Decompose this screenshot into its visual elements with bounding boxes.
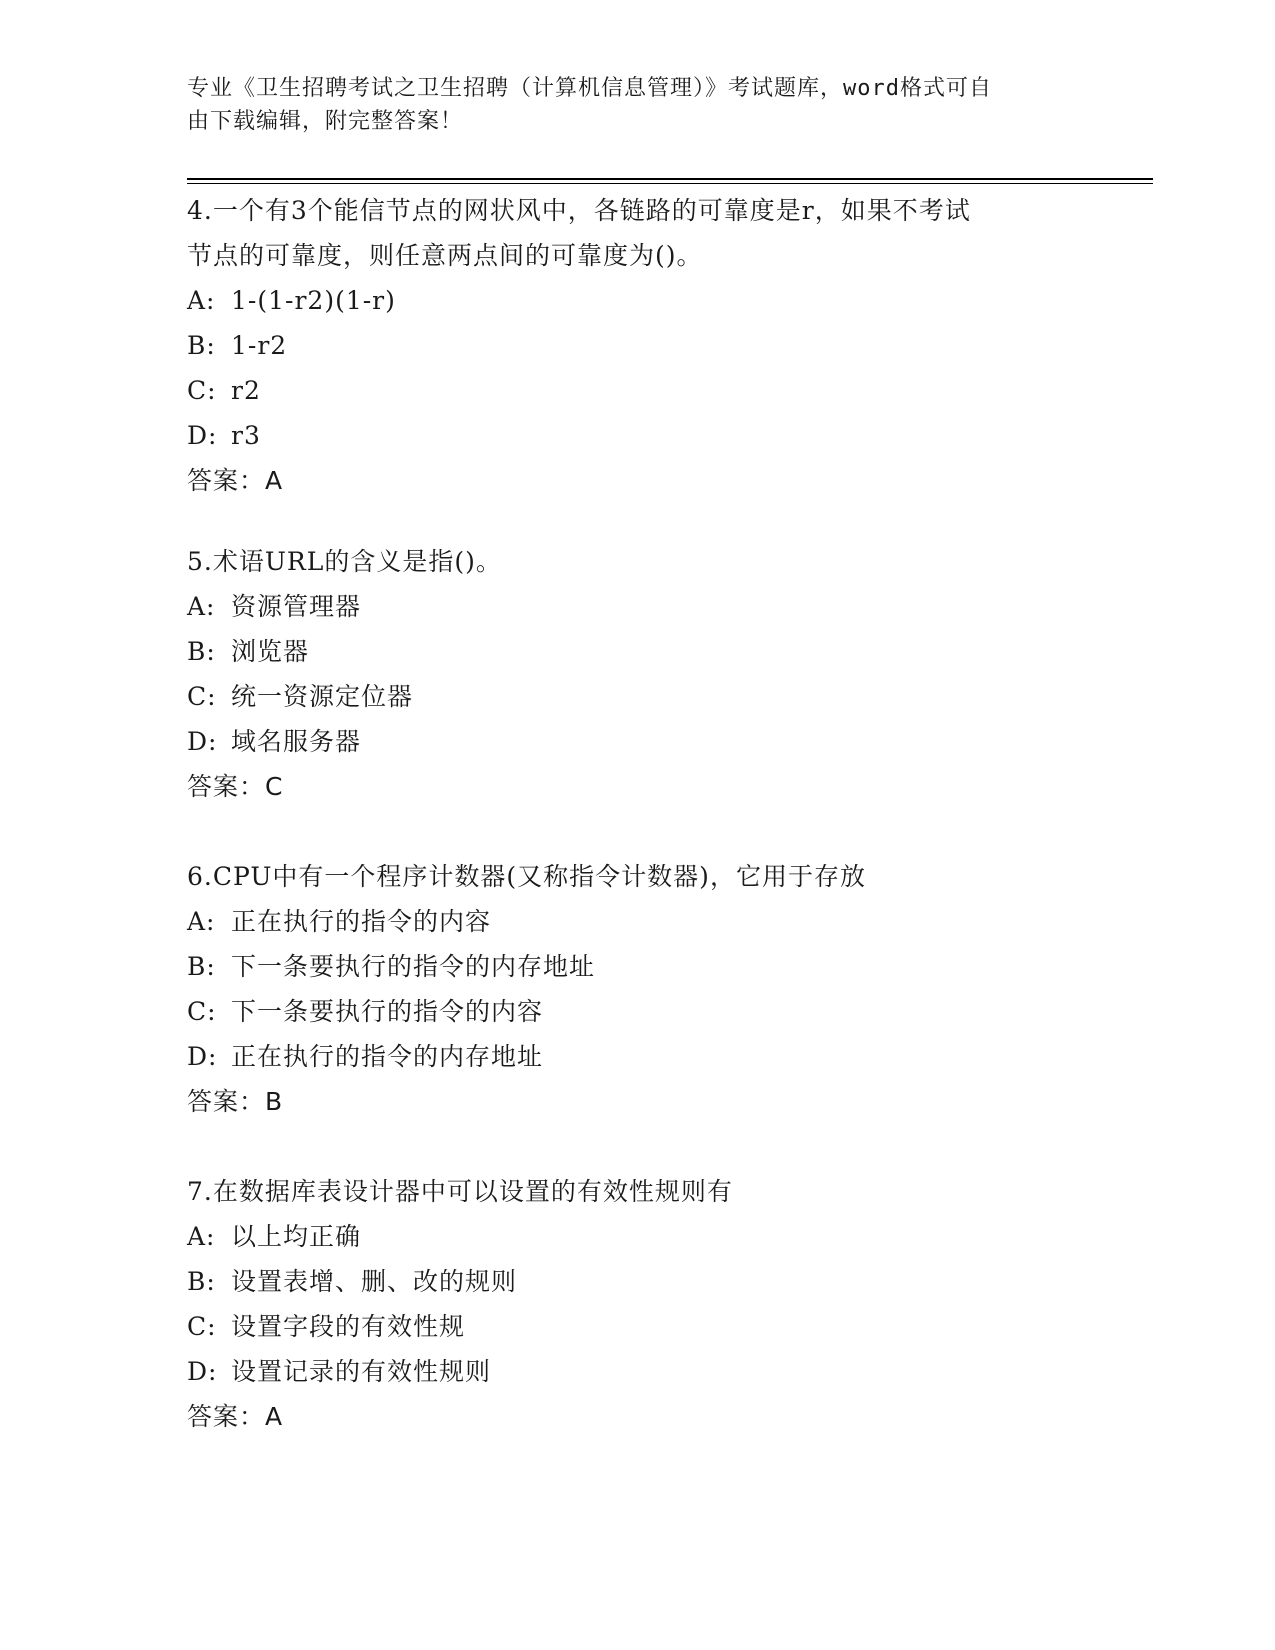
option-text: 设置记录的有效性规则: [231, 1357, 492, 1386]
option-text: 设置字段的有效性规: [231, 1312, 466, 1341]
option-a: [187, 278, 1087, 323]
option-a: [187, 584, 1087, 629]
option-text: 设置表增、删、改的规则: [231, 1267, 518, 1296]
question-5: [187, 539, 1087, 809]
option-text: 以上均正确: [231, 1222, 362, 1251]
option-b: [187, 629, 1087, 674]
option-c: [187, 674, 1087, 719]
option-letter: A:: [187, 907, 216, 936]
option-b: [187, 1259, 1087, 1304]
option-letter: B:: [187, 331, 216, 360]
option-text: r2: [231, 376, 261, 405]
option-letter: C:: [187, 997, 217, 1026]
question-stem-continued: 节点的可靠度，则任意两点间的可靠度为()。: [187, 241, 703, 270]
option-text: 统一资源定位器: [231, 682, 414, 711]
option-text: r3: [231, 421, 261, 450]
answer-line: 答案：C: [187, 772, 284, 801]
option-letter: B:: [187, 637, 216, 666]
header-line-1: 专业《卫生招聘考试之卫生招聘（计算机信息管理）》考试题库，word格式可自: [187, 76, 992, 101]
option-letter: C:: [187, 682, 217, 711]
option-text: 正在执行的指令的内容: [231, 907, 492, 936]
question-6: [187, 854, 1087, 1124]
header-divider-thick: [187, 178, 1153, 180]
option-letter: D:: [187, 421, 218, 450]
header-line-2: 由下载编辑，附完整答案！: [187, 109, 464, 134]
answer-line: 答案：A: [187, 466, 284, 495]
option-c: [187, 1304, 1087, 1349]
option-letter: D:: [187, 1357, 218, 1386]
option-letter: A:: [187, 1222, 216, 1251]
option-letter: C:: [187, 376, 217, 405]
header-divider-thin: [187, 183, 1153, 184]
option-letter: D:: [187, 727, 218, 756]
option-text: 下一条要执行的指令的内存地址: [231, 952, 596, 981]
option-text: 正在执行的指令的内存地址: [231, 1042, 544, 1071]
option-letter: A:: [187, 286, 216, 315]
question-7: [187, 1169, 1087, 1439]
question-4: [187, 188, 1087, 503]
question-stem: 6.CPU中有一个程序计数器(又称指令计数器)，它用于存放: [187, 862, 866, 891]
option-text: 域名服务器: [231, 727, 362, 756]
answer-line: 答案：B: [187, 1087, 284, 1116]
option-a: [187, 899, 1087, 944]
option-letter: D:: [187, 1042, 218, 1071]
option-a: [187, 1214, 1087, 1259]
option-text: 1-(1-r2)(1-r): [231, 286, 396, 315]
option-b: [187, 944, 1087, 989]
option-text: 资源管理器: [231, 592, 362, 621]
answer-line: 答案：A: [187, 1402, 284, 1431]
option-c: [187, 989, 1087, 1034]
question-stem: 7.在数据库表设计器中可以设置的有效性规则有: [187, 1177, 733, 1206]
question-stem: 4.一个有3个能信节点的网状风中，各链路的可靠度是r，如果不考试: [187, 196, 971, 225]
option-letter: B:: [187, 1267, 216, 1296]
option-text: 下一条要执行的指令的内容: [231, 997, 544, 1026]
option-d: [187, 1034, 1087, 1079]
option-b: [187, 323, 1087, 368]
option-c: [187, 368, 1087, 413]
option-d: [187, 719, 1087, 764]
option-d: [187, 1349, 1087, 1394]
option-letter: C:: [187, 1312, 217, 1341]
option-d: [187, 413, 1087, 458]
question-stem: 5.术语URL的含义是指()。: [187, 547, 502, 576]
option-text: 1-r2: [231, 331, 288, 360]
option-text: 浏览器: [231, 637, 310, 666]
option-letter: A:: [187, 592, 216, 621]
option-letter: B:: [187, 952, 216, 981]
document-header: [187, 72, 1087, 138]
